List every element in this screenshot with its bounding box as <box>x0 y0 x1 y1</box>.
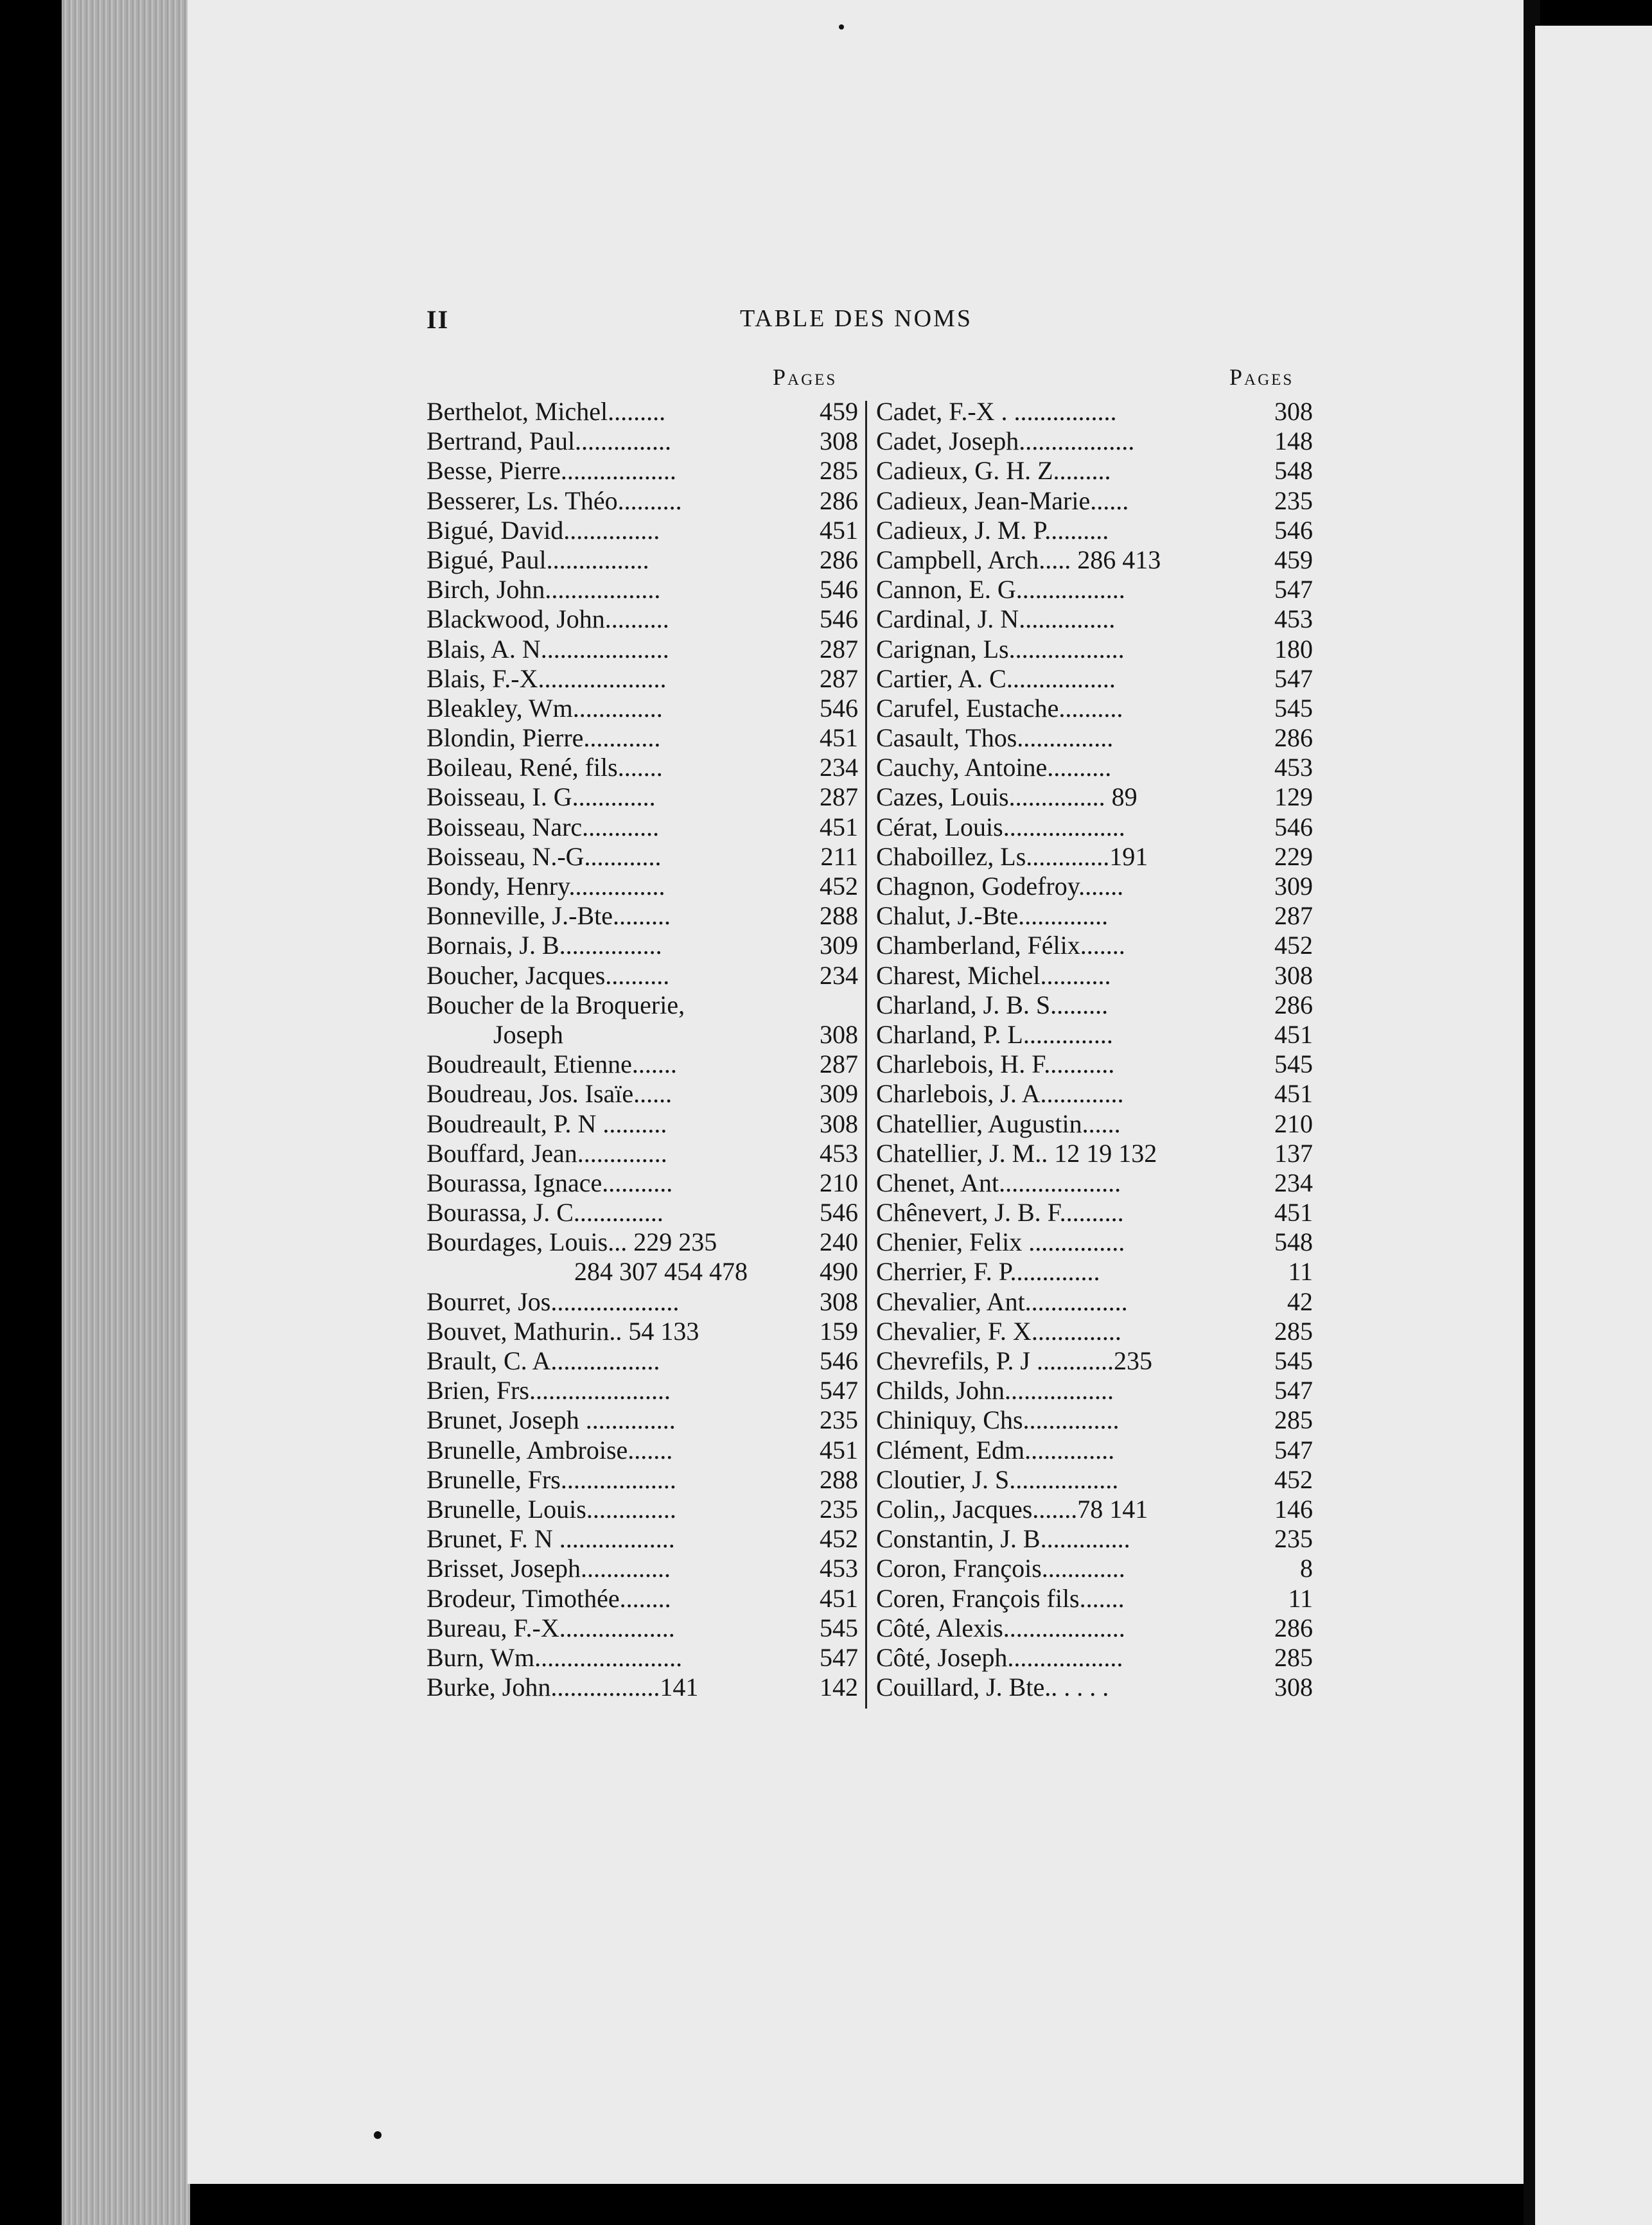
index-entry <box>426 575 858 604</box>
entry-pages: 8 <box>1300 1554 1313 1583</box>
index-entry <box>876 1079 1313 1109</box>
entry-pages: 285 <box>1274 1405 1313 1435</box>
entry-name: Bourassa, J. C.............. <box>426 1198 663 1227</box>
entry-name: Chamberland, Félix....... <box>876 931 1125 960</box>
entry-pages: 308 <box>820 1287 858 1316</box>
entry-pages: 129 <box>1274 782 1313 812</box>
entry-name: Besserer, Ls. Théo.......... <box>426 486 682 515</box>
entry-name: Chevrefils, P. J ............235 <box>876 1346 1152 1375</box>
entry-pages: 451 <box>820 1583 858 1613</box>
entry-name: Cazes, Louis............... 89 <box>876 782 1138 812</box>
speck <box>374 2131 382 2139</box>
entry-pages: 180 <box>1274 634 1313 664</box>
entry-pages: 547 <box>1274 1435 1313 1464</box>
index-entry <box>876 1139 1313 1168</box>
index-entry <box>426 1109 858 1139</box>
index-entry <box>876 1495 1313 1524</box>
index-entry <box>876 1673 1313 1702</box>
entry-name: Chiniquy, Chs............... <box>876 1405 1120 1435</box>
entry-pages: 287 <box>820 1050 858 1079</box>
entry-pages: 452 <box>820 1524 858 1554</box>
index-entry <box>426 1257 858 1287</box>
index-entry <box>876 635 1313 664</box>
entry-name: Bureau, F.-X.................. <box>426 1613 675 1642</box>
index-entry <box>426 782 858 812</box>
index-entry <box>426 397 858 427</box>
index-entry <box>426 1139 858 1168</box>
entry-name: Blackwood, John.......... <box>426 604 669 634</box>
entry-pages: 548 <box>1274 456 1313 486</box>
entry-pages: 137 <box>1274 1138 1313 1168</box>
entry-name: Charlebois, H. F........... <box>876 1050 1115 1079</box>
entry-pages: 234 <box>820 753 858 782</box>
index-entry <box>876 1405 1313 1435</box>
entry-pages: 547 <box>820 1376 858 1405</box>
entry-name: Brunet, Joseph .............. <box>426 1405 676 1435</box>
left-column-heading: Pages <box>773 364 838 390</box>
entry-name: Chenier, Felix ............... <box>876 1227 1125 1257</box>
index-entry <box>426 1317 858 1346</box>
index-entry <box>876 1050 1313 1079</box>
entry-pages: 11 <box>1288 1583 1313 1613</box>
entry-pages: 288 <box>820 1464 858 1494</box>
entry-pages: 285 <box>1274 1642 1313 1672</box>
entry-pages: 287 <box>1274 901 1313 931</box>
entry-name: Bourret, Jos.................... <box>426 1287 680 1316</box>
entry-name: Besse, Pierre.................. <box>426 456 676 486</box>
index-entry <box>426 901 858 931</box>
index-entry <box>426 694 858 723</box>
index-entry <box>426 1227 858 1257</box>
entry-name: Brunelle, Frs.................. <box>426 1464 676 1494</box>
entry-name: Coron, François............. <box>876 1554 1125 1583</box>
entry-pages: 451 <box>820 812 858 841</box>
entry-pages: 308 <box>1274 960 1313 990</box>
entry-pages: 546 <box>820 693 858 723</box>
entry-name: Colin,, Jacques.......78 141 <box>876 1494 1148 1524</box>
entry-pages: 308 <box>820 427 858 456</box>
entry-pages: 451 <box>820 723 858 753</box>
entry-name: Brunet, F. N .................. <box>426 1524 675 1554</box>
index-entry <box>426 1376 858 1405</box>
entry-pages: 148 <box>1274 427 1313 456</box>
index-entry <box>426 1168 858 1198</box>
index-entry <box>876 1257 1313 1287</box>
entry-name: Carignan, Ls.................. <box>876 634 1125 664</box>
entry-name: Brien, Frs...................... <box>426 1376 671 1405</box>
entry-name: Chatellier, J. M.. 12 19 132 <box>876 1138 1157 1168</box>
index-entry <box>876 990 1313 1020</box>
entry-name: Cadet, F.-X . ................ <box>876 397 1117 426</box>
entry-name: Chenet, Ant................... <box>876 1168 1121 1197</box>
index-entry <box>876 397 1313 427</box>
index-entry <box>426 1405 858 1435</box>
entry-pages: 308 <box>820 1019 858 1049</box>
entry-name: 284 307 454 478 <box>574 1257 748 1287</box>
entry-pages: 546 <box>820 1198 858 1227</box>
index-entry <box>426 961 858 990</box>
entry-name: Bouvet, Mathurin.. 54 133 <box>426 1316 699 1346</box>
entry-name: Chevalier, F. X.............. <box>876 1316 1121 1346</box>
entry-name: Childs, John................. <box>876 1376 1114 1405</box>
entry-pages: 546 <box>820 575 858 604</box>
entry-name: Brunelle, Louis.............. <box>426 1494 676 1524</box>
index-entry <box>876 1465 1313 1495</box>
index-entry <box>876 872 1313 901</box>
entry-name: Casault, Thos............... <box>876 723 1114 753</box>
entry-pages: 235 <box>1274 486 1313 515</box>
entry-name: Boudreault, Etienne....... <box>426 1050 677 1079</box>
entry-pages: 235 <box>820 1405 858 1435</box>
left-index-column <box>426 397 858 1702</box>
entry-name: Campbell, Arch..... 286 413 <box>876 545 1161 574</box>
entry-pages: 287 <box>820 782 858 812</box>
entry-pages: 451 <box>820 515 858 545</box>
index-entry <box>426 1050 858 1079</box>
entry-name: Blais, A. N.................... <box>426 634 669 664</box>
entry-name: Cérat, Louis................... <box>876 812 1125 841</box>
entry-name: Côté, Joseph.................. <box>876 1642 1123 1672</box>
index-entry <box>426 1584 858 1614</box>
index-entry <box>876 1614 1313 1643</box>
index-entry <box>876 1198 1313 1227</box>
entry-pages: 285 <box>1274 1316 1313 1346</box>
entry-pages: 234 <box>820 960 858 990</box>
index-entry <box>426 1643 858 1673</box>
index-entry <box>426 1198 858 1227</box>
index-entry <box>426 456 858 486</box>
entry-pages: 453 <box>820 1554 858 1583</box>
entry-pages: 240 <box>820 1227 858 1257</box>
index-entry <box>876 842 1313 872</box>
entry-name: Clément, Edm.............. <box>876 1435 1115 1464</box>
index-entry <box>876 664 1313 694</box>
entry-name: Cadieux, J. M. P.......... <box>876 515 1109 545</box>
entry-pages: 453 <box>820 1138 858 1168</box>
entry-name: Bigué, Paul................ <box>426 545 649 574</box>
index-entry <box>426 635 858 664</box>
entry-name: Chalut, J.-Bte.............. <box>876 901 1109 931</box>
entry-name: Bleakley, Wm.............. <box>426 693 663 723</box>
entry-pages: 452 <box>1274 1464 1313 1494</box>
entry-pages: 490 <box>820 1257 858 1287</box>
entry-pages: 286 <box>1274 723 1313 753</box>
index-entry <box>876 1020 1313 1050</box>
entry-pages: 235 <box>1274 1524 1313 1554</box>
index-entry <box>426 664 858 694</box>
entry-name: Cadieux, G. H. Z......... <box>876 456 1111 486</box>
entry-pages: 546 <box>820 604 858 634</box>
entry-pages: 42 <box>1287 1287 1313 1316</box>
entry-name: Cauchy, Antoine.......... <box>876 753 1112 782</box>
entry-name: Boucher, Jacques.......... <box>426 960 670 990</box>
entry-pages: 287 <box>820 664 858 693</box>
entry-name: Brisset, Joseph.............. <box>426 1554 671 1583</box>
index-entry <box>426 545 858 575</box>
index-entry <box>876 1554 1313 1583</box>
index-entry <box>876 1524 1313 1554</box>
entry-name: Bonneville, J.-Bte......... <box>426 901 671 931</box>
entry-name: Burke, John.................141 <box>426 1673 699 1702</box>
index-entry <box>426 1495 858 1524</box>
entry-name: Charland, J. B. S......... <box>876 990 1109 1019</box>
entry-pages: 546 <box>820 1346 858 1375</box>
entry-name: Cherrier, F. P.............. <box>876 1257 1100 1287</box>
entry-pages: 308 <box>1274 397 1313 426</box>
entry-pages: 548 <box>1274 1227 1313 1257</box>
index-entry <box>876 1436 1313 1465</box>
entry-name: Bondy, Henry............... <box>426 872 665 901</box>
index-entry <box>426 753 858 782</box>
entry-pages: 11 <box>1288 1257 1313 1287</box>
entry-name: Boudreau, Jos. Isaïe...... <box>426 1079 672 1109</box>
entry-name: Cartier, A. C................. <box>876 664 1116 693</box>
entry-name: Cadet, Joseph.................. <box>876 427 1135 456</box>
index-entry <box>426 813 858 842</box>
entry-pages: 452 <box>1274 931 1313 960</box>
index-entry <box>876 723 1313 753</box>
entry-name: Charlebois, J. A............. <box>876 1079 1124 1109</box>
entry-name: Birch, John.................. <box>426 575 661 604</box>
entry-pages: 545 <box>1274 693 1313 723</box>
index-entry <box>426 1346 858 1376</box>
index-entry <box>426 842 858 872</box>
entry-name: Bornais, J. B................ <box>426 931 662 960</box>
index-entry <box>426 1524 858 1554</box>
index-entry <box>426 1614 858 1643</box>
right-column-heading: Pages <box>1229 364 1294 390</box>
entry-name: Boileau, René, fils....... <box>426 753 663 782</box>
entry-name: Côté, Alexis................... <box>876 1613 1125 1642</box>
index-entry <box>876 604 1313 634</box>
index-entry <box>876 1317 1313 1346</box>
entry-name: Charest, Michel........... <box>876 960 1111 990</box>
index-entry <box>876 1643 1313 1673</box>
index-entry <box>876 1168 1313 1198</box>
entry-pages: 286 <box>820 486 858 515</box>
entry-pages: 211 <box>820 841 858 871</box>
index-entry <box>876 516 1313 545</box>
entry-pages: 545 <box>820 1613 858 1642</box>
index-entry <box>426 1436 858 1465</box>
index-entry <box>876 1227 1313 1257</box>
entry-pages: 229 <box>1274 841 1313 871</box>
speck <box>839 24 844 30</box>
entry-name: Bigué, David............... <box>426 515 660 545</box>
entry-pages: 210 <box>1274 1109 1313 1138</box>
entry-name: Joseph <box>493 1019 563 1049</box>
entry-name: Boisseau, Narc............ <box>426 812 660 841</box>
index-entry <box>426 1079 858 1109</box>
entry-pages: 545 <box>1274 1050 1313 1079</box>
entry-name: Brodeur, Timothée........ <box>426 1583 671 1613</box>
index-entry <box>876 456 1313 486</box>
index-entry <box>426 486 858 516</box>
entry-name: Bertrand, Paul............... <box>426 427 672 456</box>
index-entry <box>426 1554 858 1583</box>
index-entry <box>876 782 1313 812</box>
entry-name: Boudreault, P. N .......... <box>426 1109 667 1138</box>
index-entry <box>876 694 1313 723</box>
page-number: II <box>426 305 450 334</box>
entry-pages: 308 <box>1274 1673 1313 1702</box>
entry-name: Burn, Wm....................... <box>426 1642 683 1672</box>
facing-page-edge <box>1535 26 1652 2225</box>
entry-pages: 309 <box>820 931 858 960</box>
index-entry <box>876 1584 1313 1614</box>
index-entry <box>876 901 1313 931</box>
entry-name: Boucher de la Broquerie, <box>426 990 685 1019</box>
entry-pages: 459 <box>820 397 858 426</box>
index-entry <box>876 813 1313 842</box>
entry-pages: 286 <box>1274 990 1313 1019</box>
running-title: TABLE DES NOMS <box>740 305 972 332</box>
entry-pages: 235 <box>820 1494 858 1524</box>
index-entry <box>876 486 1313 516</box>
index-entry <box>426 427 858 456</box>
entry-name: Chênevert, J. B. F.......... <box>876 1198 1124 1227</box>
index-entry <box>876 961 1313 990</box>
index-entry <box>876 753 1313 782</box>
index-entry <box>426 990 858 1020</box>
entry-name: Blondin, Pierre............ <box>426 723 661 753</box>
entry-name: Bourdages, Louis... 229 235 <box>426 1227 717 1257</box>
entry-name: Cloutier, J. S................. <box>876 1464 1119 1494</box>
index-entry <box>876 1376 1313 1405</box>
index-entry <box>426 1673 858 1702</box>
entry-name: Brault, C. A................. <box>426 1346 660 1375</box>
entry-pages: 547 <box>1274 664 1313 693</box>
entry-pages: 451 <box>1274 1019 1313 1049</box>
entry-pages: 287 <box>820 634 858 664</box>
entry-name: Blais, F.-X.................... <box>426 664 667 693</box>
entry-pages: 451 <box>820 1435 858 1464</box>
entry-name: Charland, P. L.............. <box>876 1019 1113 1049</box>
index-entry <box>426 604 858 634</box>
entry-name: Constantin, J. B.............. <box>876 1524 1130 1554</box>
entry-pages: 459 <box>1274 545 1313 574</box>
entry-pages: 451 <box>1274 1079 1313 1109</box>
entry-pages: 308 <box>820 1109 858 1138</box>
entry-name: Cannon, E. G................. <box>876 575 1125 604</box>
entry-pages: 285 <box>820 456 858 486</box>
entry-pages: 309 <box>1274 872 1313 901</box>
entry-pages: 545 <box>1274 1346 1313 1375</box>
index-entry <box>876 575 1313 604</box>
entry-pages: 453 <box>1274 753 1313 782</box>
index-entry <box>426 1020 858 1050</box>
index-entry <box>426 516 858 545</box>
entry-name: Chevalier, Ant................ <box>876 1287 1128 1316</box>
index-entry <box>876 1109 1313 1139</box>
entry-name: Cadieux, Jean-Marie...... <box>876 486 1129 515</box>
entry-pages: 547 <box>1274 575 1313 604</box>
entry-name: Cardinal, J. N............... <box>876 604 1116 634</box>
entry-pages: 234 <box>1274 1168 1313 1197</box>
entry-pages: 159 <box>820 1316 858 1346</box>
entry-name: Boisseau, N.-G............ <box>426 841 662 871</box>
entry-name: Bouffard, Jean.............. <box>426 1138 667 1168</box>
column-divider <box>865 401 867 1709</box>
entry-name: Coren, François fils....... <box>876 1583 1125 1613</box>
entry-pages: 453 <box>1274 604 1313 634</box>
entry-pages: 547 <box>820 1642 858 1672</box>
entry-pages: 286 <box>1274 1613 1313 1642</box>
page-edge <box>62 0 190 2225</box>
entry-name: Berthelot, Michel......... <box>426 397 666 426</box>
entry-pages: 210 <box>820 1168 858 1197</box>
index-entry <box>876 427 1313 456</box>
index-entry <box>876 1346 1313 1376</box>
index-entry <box>426 931 858 960</box>
right-index-column <box>876 397 1313 1702</box>
entry-pages: 546 <box>1274 812 1313 841</box>
index-entry <box>426 1287 858 1317</box>
index-entry <box>876 545 1313 575</box>
entry-pages: 142 <box>820 1673 858 1702</box>
entry-name: Bourassa, Ignace........... <box>426 1168 673 1197</box>
entry-name: Brunelle, Ambroise....... <box>426 1435 673 1464</box>
entry-pages: 288 <box>820 901 858 931</box>
entry-pages: 546 <box>1274 515 1313 545</box>
index-entry <box>876 931 1313 960</box>
entry-name: Chatellier, Augustin...... <box>876 1109 1121 1138</box>
entry-pages: 309 <box>820 1079 858 1109</box>
entry-name: Boisseau, I. G............. <box>426 782 656 812</box>
entry-pages: 547 <box>1274 1376 1313 1405</box>
entry-pages: 286 <box>820 545 858 574</box>
entry-name: Chagnon, Godefroy....... <box>876 872 1124 901</box>
index-entry <box>426 1465 858 1495</box>
index-entry <box>426 872 858 901</box>
entry-pages: 452 <box>820 872 858 901</box>
entry-name: Chaboillez, Ls.............191 <box>876 841 1148 871</box>
index-entry <box>876 1287 1313 1317</box>
entry-pages: 451 <box>1274 1198 1313 1227</box>
index-entry <box>426 723 858 753</box>
entry-name: Carufel, Eustache.......... <box>876 693 1123 723</box>
entry-pages: 146 <box>1274 1494 1313 1524</box>
entry-name: Couillard, J. Bte.. . . . . <box>876 1673 1109 1702</box>
